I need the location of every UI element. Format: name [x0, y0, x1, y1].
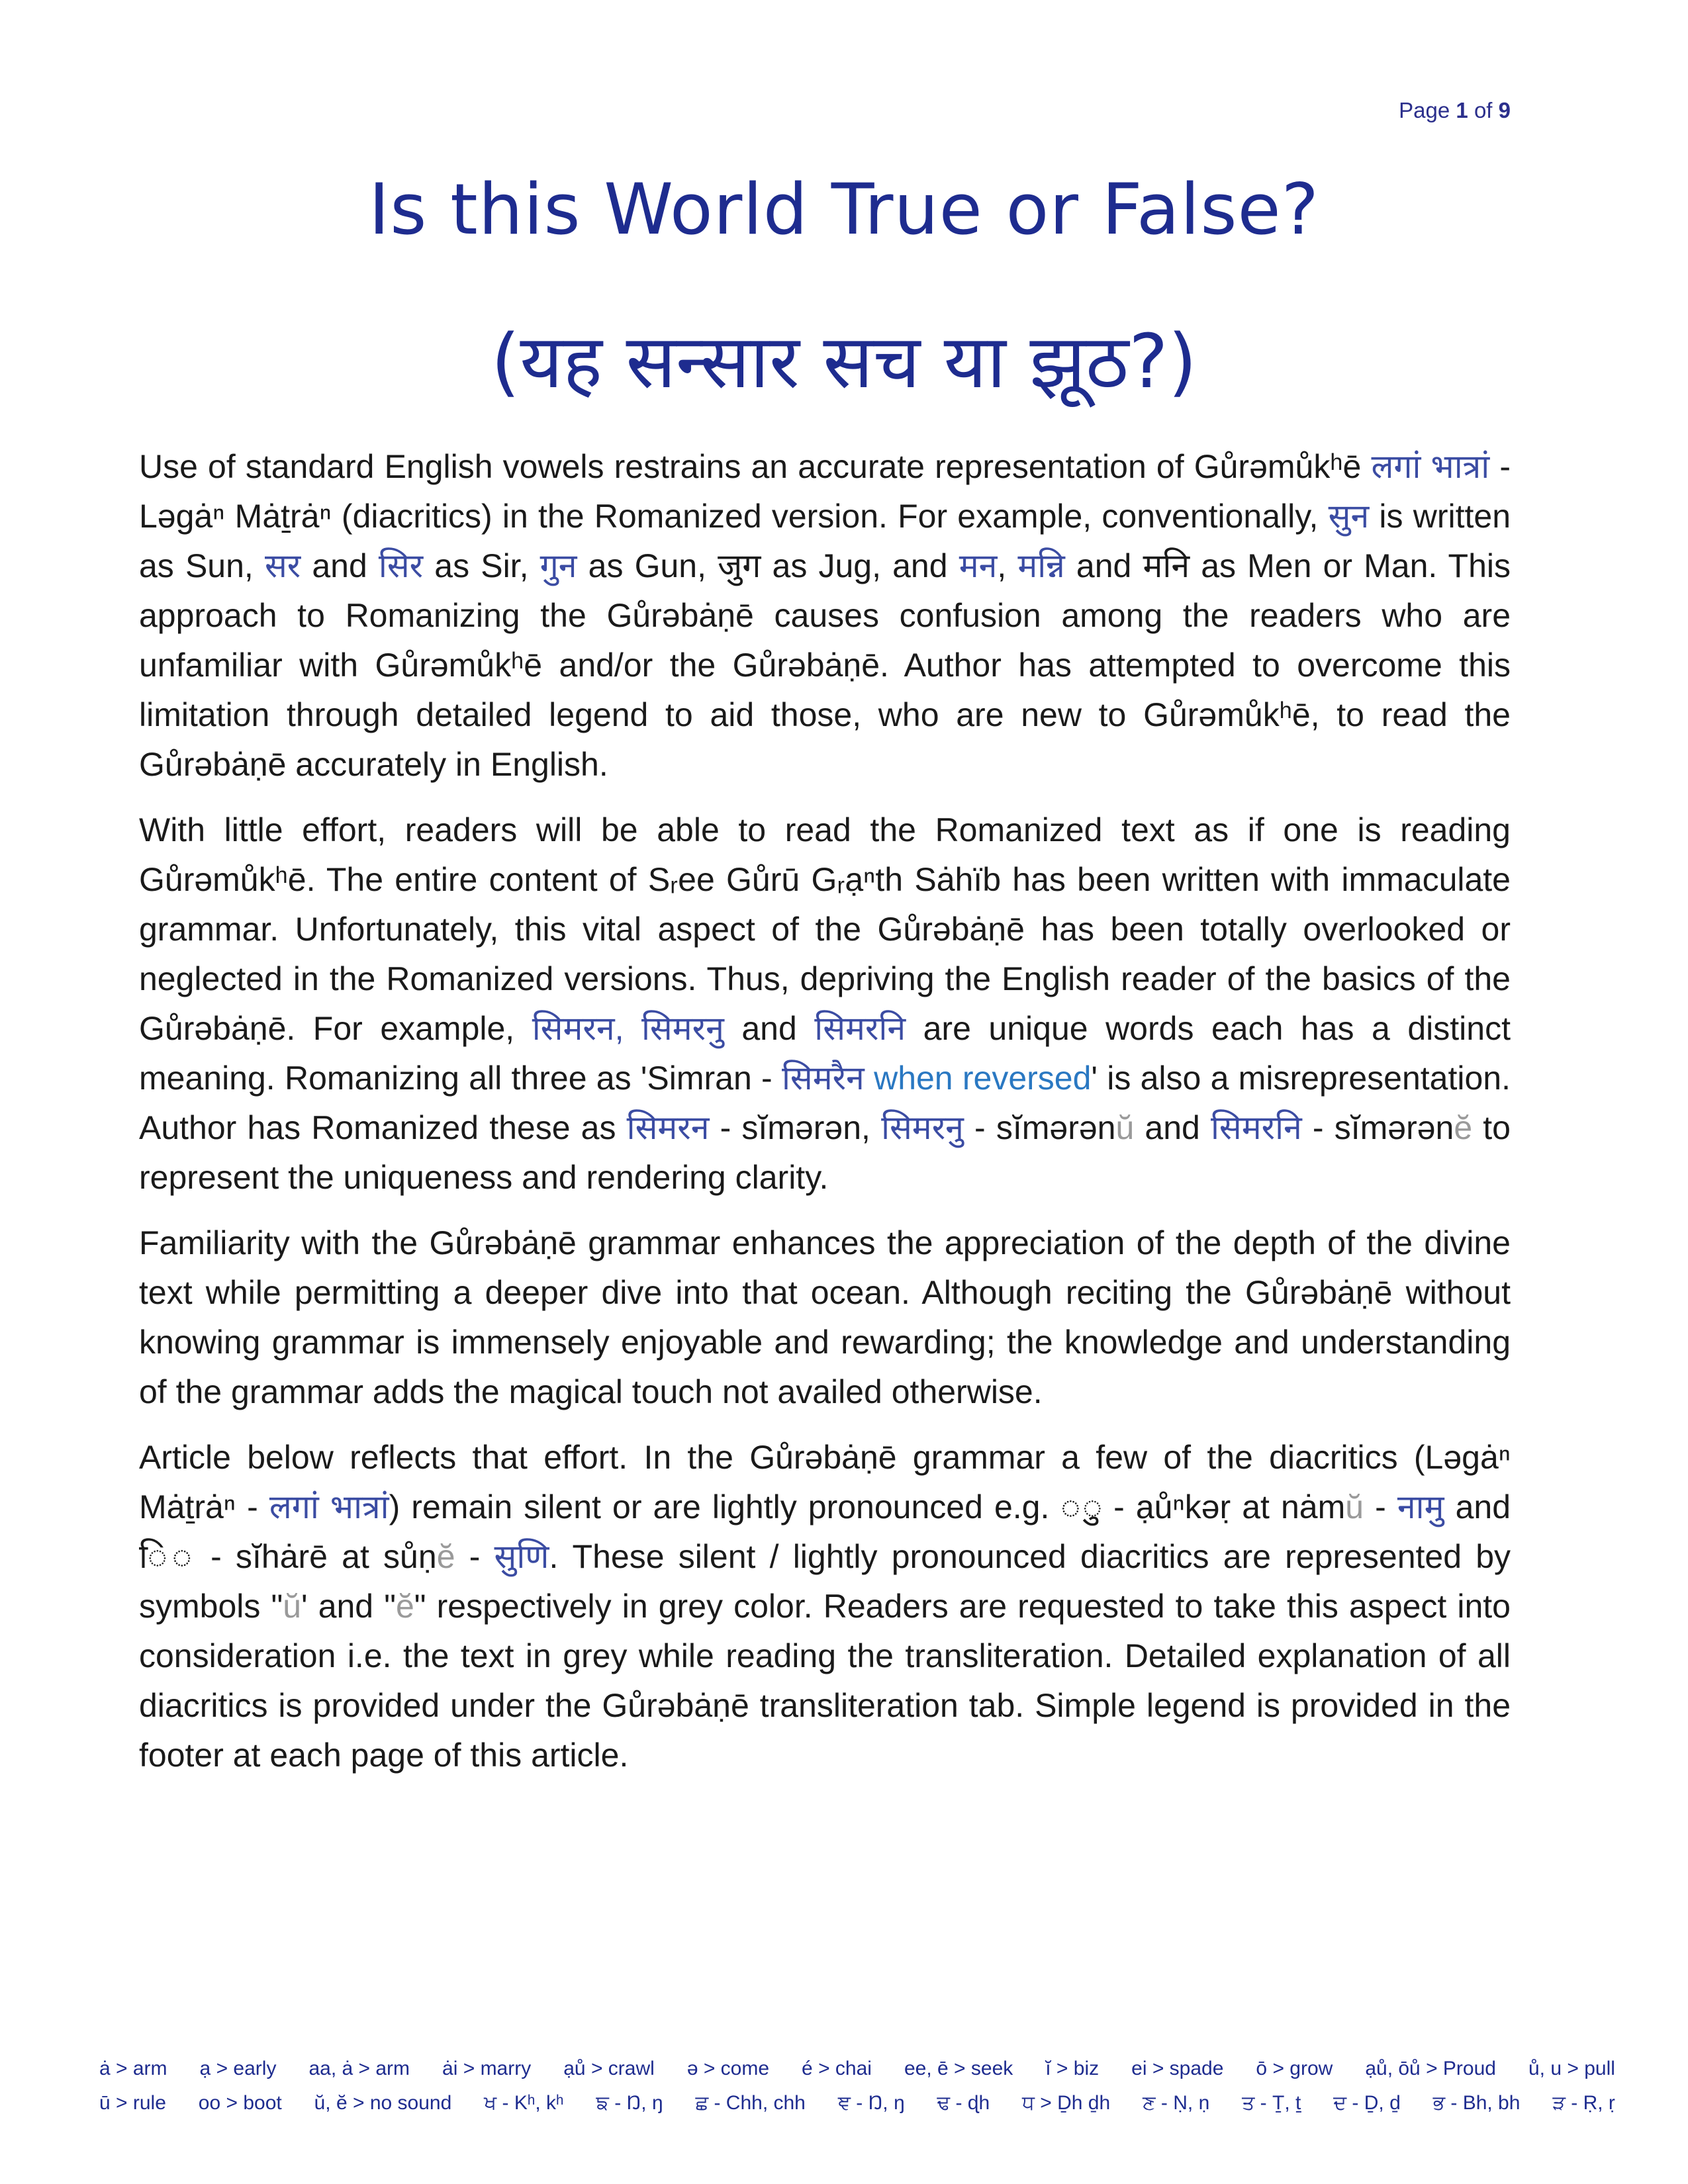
legend-item: oo > boot [198, 2092, 282, 2114]
hindi-term: लगां भात्रां [1371, 448, 1490, 485]
document-title: Is this World True or False? [368, 169, 1320, 250]
text: ) remain silent or are lightly pronounced e.g. ◌ु - ạůⁿkəṛ at nȧm [389, 1488, 1346, 1525]
text: , [997, 547, 1018, 584]
hindi-term: सिमरन, सिमरनु [532, 1010, 724, 1047]
hindi-term: गुन [539, 547, 577, 584]
legend-item: ĭ > biz [1045, 2058, 1100, 2079]
legend-item: ů, u > pull [1528, 2058, 1615, 2079]
silent-diacritic: ĕ [1454, 1109, 1473, 1146]
hindi-term: सिर [378, 547, 424, 584]
text: and मनि as Men or Man. This approach to Romanizing the Gůrəbȧṇē causes confusion among the readers who are unfamiliar with Gůrəmůkʰē and/or the Gůrəbȧṇē. Author has attempted to overcome this limitation through detailed legend to aid those, who are new to Gůrəmůkʰē, to read the Gůrəbȧṇē accurately in English. [139, 547, 1511, 783]
page-of: of [1474, 98, 1493, 122]
text: " respectively in grey color. Readers are requested to take this aspect into consideration i.e. the text in grey while reading the transliteration. Detailed explanation of all diacritics is provided under the Gůrəbȧṇē transliteration tab. Simple legend is provided in the footer at each page of this article. [139, 1588, 1511, 1774]
legend-item: ਦ - Ḏ, ḏ [1333, 2092, 1401, 2114]
paragraph-4 [139, 1433, 1511, 1780]
legend-item: ạ > early [199, 2058, 277, 2079]
text: and [724, 1010, 815, 1047]
silent-diacritic: ĕ [436, 1538, 455, 1575]
legend-item: ਛ - Chh, chh [695, 2092, 806, 2114]
paragraph-3: Familiarity with the Gůrəbȧṇē grammar enhances the appreciation of the depth of the divine text while permitting a deeper dive into that ocean. Although reciting the Gůrəbȧṇē without knowing grammar is immensely enjoyable and rewarding; the knowledge and understanding of the grammar adds the magical touch not availed otherwise. [139, 1224, 1511, 1410]
legend-item: ạů > crawl [563, 2058, 655, 2079]
hindi-term: सर [264, 547, 301, 584]
legend-item: ਧ > Ḏh ḏh [1022, 2092, 1111, 2114]
hindi-term: सिमरनि [1210, 1109, 1302, 1146]
hindi-term: सुन [1328, 498, 1370, 535]
hindi-term: मन्नि [1017, 547, 1065, 584]
text: . These silent / lightly pronounced diacritics are represented by symbols " [139, 1538, 1511, 1625]
text: Use of standard English vowels restrains an accurate representation of Gůrəmůkʰē [139, 448, 1372, 485]
legend-item: ਖ - Kʰ, kʰ [484, 2092, 564, 2114]
legend-item: ȧ > arm [99, 2058, 167, 2079]
legend-row-2 [99, 2086, 1615, 2120]
legend-item: ਞ - Ŋ, ŋ [837, 2092, 905, 2114]
legend-item: ੜ - Ṛ, ṛ [1552, 2092, 1615, 2114]
legend-item: ਙ - Ŋ, ŋ [596, 2092, 663, 2114]
text: to represent the uniqueness and rendering clarity. [139, 1109, 1511, 1196]
hindi-term: सिमरन [626, 1109, 710, 1146]
hindi-term: सिमरनु [881, 1109, 964, 1146]
hindi-term: लगां भात्रां [269, 1488, 389, 1525]
text: as Gun, जुग as Jug, and [577, 547, 959, 584]
silent-diacritic: ŭ [283, 1588, 302, 1625]
text: - Ləgȧⁿ Mȧṯrȧⁿ (diacritics) in the Romanized version. For example, conventionally, [139, 448, 1511, 535]
paragraph-2 [139, 805, 1511, 1203]
legend-item: ō > grow [1256, 2058, 1333, 2079]
legend-item: ei > spade [1131, 2058, 1224, 2079]
page-label: Page [1399, 98, 1450, 122]
legend-item: ee, ē > seek [904, 2058, 1013, 2079]
text: and ि◌ - sĭhȧrē at sůṇ [139, 1488, 1511, 1575]
text: - sĭmərən, [709, 1109, 882, 1146]
legend-item: ū > rule [99, 2092, 166, 2114]
page-number [1399, 98, 1511, 123]
article-body [139, 442, 1511, 1796]
text: - [455, 1538, 494, 1575]
text: and [1134, 1109, 1211, 1146]
text: - sĭmərən [1301, 1109, 1454, 1146]
legend-item: ਢ - ɖh [937, 2092, 990, 2114]
text: Article below reflects that effort. In the Gůrəbȧṇē grammar a few of the diacritics (Ləgȧⁿ Mȧṯrȧⁿ - [139, 1439, 1511, 1525]
text: as Sir, [423, 547, 540, 584]
hindi-term: नामु [1397, 1488, 1444, 1525]
text: - [1364, 1488, 1397, 1525]
legend-item: aa, ȧ > arm [308, 2058, 410, 2079]
hindi-term: सुणि [494, 1538, 549, 1575]
legend-item: ਤ - Ṯ, ṯ [1242, 2092, 1301, 2114]
silent-diacritic: ĕ [395, 1588, 414, 1625]
hindi-term: सिमरनि [814, 1010, 906, 1047]
text: and [301, 547, 379, 584]
silent-diacritic: ŭ [1115, 1109, 1135, 1146]
text: are unique words each has a distinct meaning. Romanizing all three as 'Simran - [139, 1010, 1511, 1097]
legend-row-1 [99, 2052, 1615, 2086]
transliteration-legend [99, 2052, 1615, 2120]
hindi-term: मन [959, 547, 998, 584]
text: ' and " [301, 1588, 396, 1625]
text: is written as Sun, [139, 498, 1511, 584]
text: ' is also a misrepresentation. Author has Romanized these as [139, 1060, 1511, 1146]
paragraph-1 [139, 442, 1511, 790]
legend-item: ਣ - Ṇ, ṇ [1143, 2092, 1210, 2114]
reversed-note: when reversed [864, 1060, 1092, 1097]
hindi-term: सिमरैन [781, 1060, 865, 1097]
legend-item: ȧi > marry [442, 2058, 532, 2079]
legend-item: ə > come [686, 2058, 770, 2079]
legend-item: ਭ - Bh, bh [1432, 2092, 1521, 2114]
silent-diacritic: ŭ [1345, 1488, 1364, 1525]
text: - sĭmərən [963, 1109, 1116, 1146]
page-total: 9 [1498, 98, 1511, 122]
document-subtitle-hindi: (यह सन्सार सच या झूठ?) [491, 319, 1197, 405]
text: With little effort, readers will be able to read the Romanized text as if one is reading Gůrəmůkʰē. The entire content of Sᵣee Gůrū Gᵣạⁿth Sȧhïb has been written with immaculate grammar. Unfortunately, this vital aspect of the Gůrəbȧṇē has been totally overlooked or neglected in the Romanized versions. Thus, depriving the English reader of the basics of the Gůrəbȧṇē. For example, [139, 811, 1511, 1047]
legend-item: ŭ, ĕ > no sound [314, 2092, 452, 2114]
legend-item: ạů, ōů > Proud [1365, 2058, 1496, 2079]
page-current: 1 [1456, 98, 1468, 122]
legend-item: é > chai [802, 2058, 872, 2079]
